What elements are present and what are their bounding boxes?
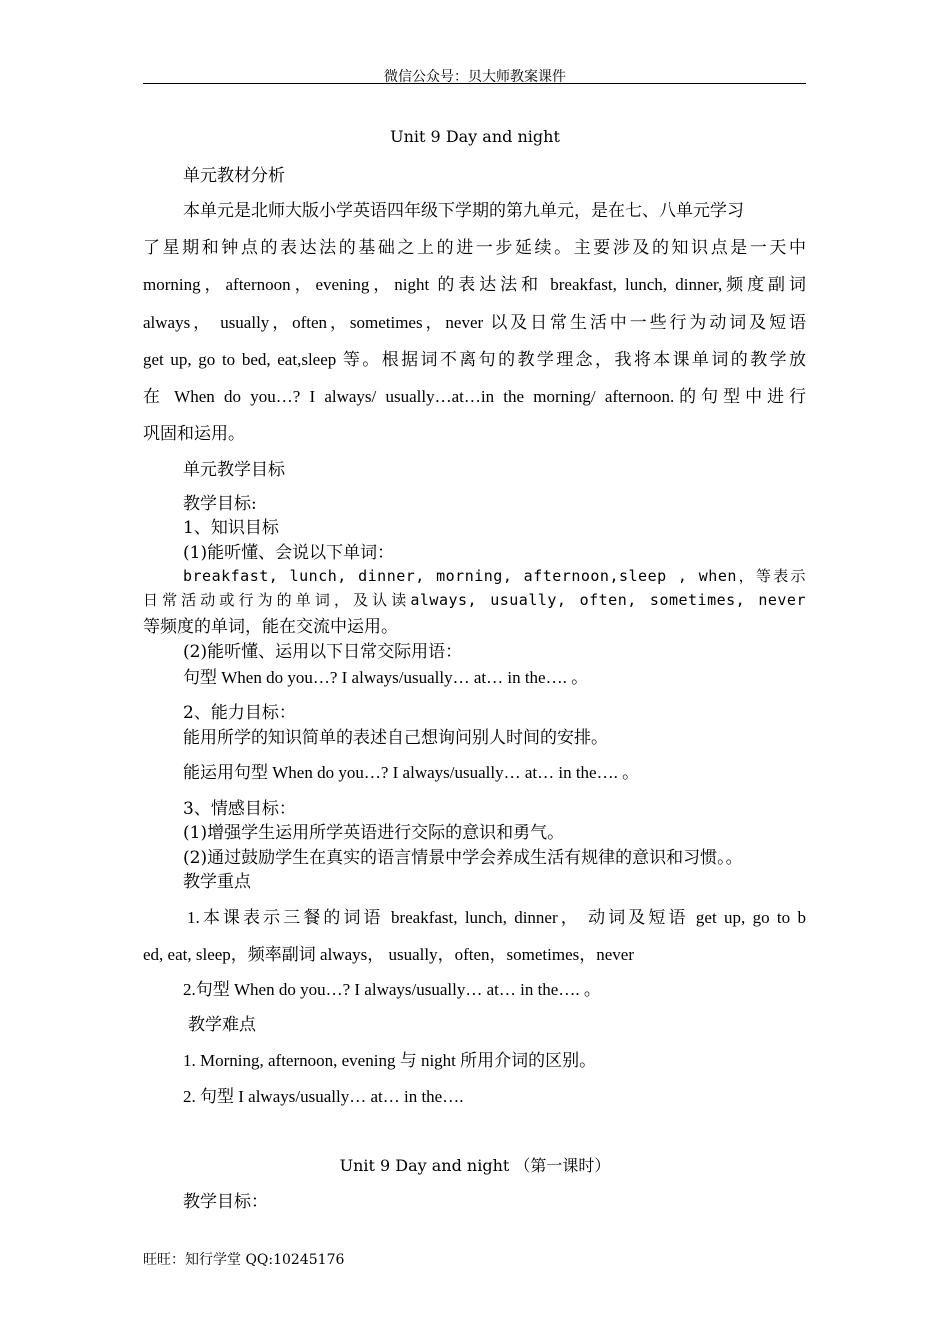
text-line: breakfast, lunch, dinner, morning, afternoon,sleep , when，等表示 <box>183 567 806 585</box>
text-line: 日常活动或行为的单词，及认读always, usually, often, sometimes, never <box>143 591 806 609</box>
text-line: 了星期和钟点的表达法的基础之上的进一步延续。主要涉及的知识点是一天中 <box>143 238 806 258</box>
lesson-title: Unit 9 Day and night （第一课时） <box>339 1156 611 1175</box>
text-line: 2.句型 When do you…? I always/usually… at… in the…. 。 <box>183 980 601 999</box>
text-line: 3、情感目标： <box>183 799 296 819</box>
text-line: always， usually，often，sometimes，never 以及日常生活中一些行为动词及短语 <box>143 313 806 332</box>
section-heading: 单元教材分析 <box>183 166 285 186</box>
text-line: (1)增强学生运用所学英语进行交际的意识和勇气。 <box>183 823 565 843</box>
text-line: 1.本课表示三餐的词语 breakfast, lunch, dinner， 动词及短语 get up, go to b <box>187 908 806 927</box>
text-line: 1. Morning, afternoon, evening 与 night 所用介词的区别。 <box>183 1051 597 1070</box>
text-line: 1、知识目标 <box>183 518 279 538</box>
text-line: 能用所学的知识简单的表述自己想询问别人时间的安排。 <box>183 728 608 748</box>
text-line: 在 When do you…? I always/ usually…at…in the morning/ afternoon.的句型中进行 <box>143 387 806 406</box>
text-line: 本单元是北师大版小学英语四年级下学期的第九单元，是在七、八单元学习 <box>183 201 744 221</box>
unit-title: Unit 9 Day and night <box>390 127 560 146</box>
text-line: 2. 句型 I always/usually… at… in the…. <box>183 1087 464 1106</box>
text-line: 句型 When do you…? I always/usually… at… in the…. 。 <box>183 668 589 687</box>
text-line: 能运用句型 When do you…? I always/usually… at… in the…. 。 <box>183 763 640 782</box>
text-line: get up, go to bed, eat,sleep 等。根据词不离句的教学理念，我将本课单词的教学放 <box>143 350 806 369</box>
text-line: 2、能力目标： <box>183 703 296 723</box>
section-heading: 单元教学目标 <box>183 460 285 480</box>
page-header: 微信公众号：贝大师教案课件 <box>384 69 566 85</box>
section-heading: 教学难点 <box>188 1015 256 1035</box>
text-line: (1)能听懂、会说以下单词： <box>183 543 395 563</box>
section-heading: 教学重点 <box>183 872 251 892</box>
header-rule <box>143 83 806 84</box>
text-line: ed, eat, sleep，频率副词 always， usually，often，sometimes，never <box>143 945 634 964</box>
text-line: 巩固和运用。 <box>143 424 245 444</box>
text-line: 教学目标: <box>183 494 257 514</box>
page-footer: 旺旺：知行学堂 QQ:10245176 <box>143 1252 345 1268</box>
text-line: 教学目标： <box>183 1192 268 1212</box>
text-line: (2)通过鼓励学生在真实的语言情景中学会养成生活有规律的意识和习惯。。 <box>183 848 743 868</box>
text-line: morning，afternoon，evening，night 的表达法和 breakfast, lunch, dinner,频度副词 <box>143 275 806 294</box>
text-line: (2)能听懂、运用以下日常交际用语： <box>183 642 463 662</box>
text-line: 等频度的单词，能在交流中运用。 <box>143 617 398 637</box>
